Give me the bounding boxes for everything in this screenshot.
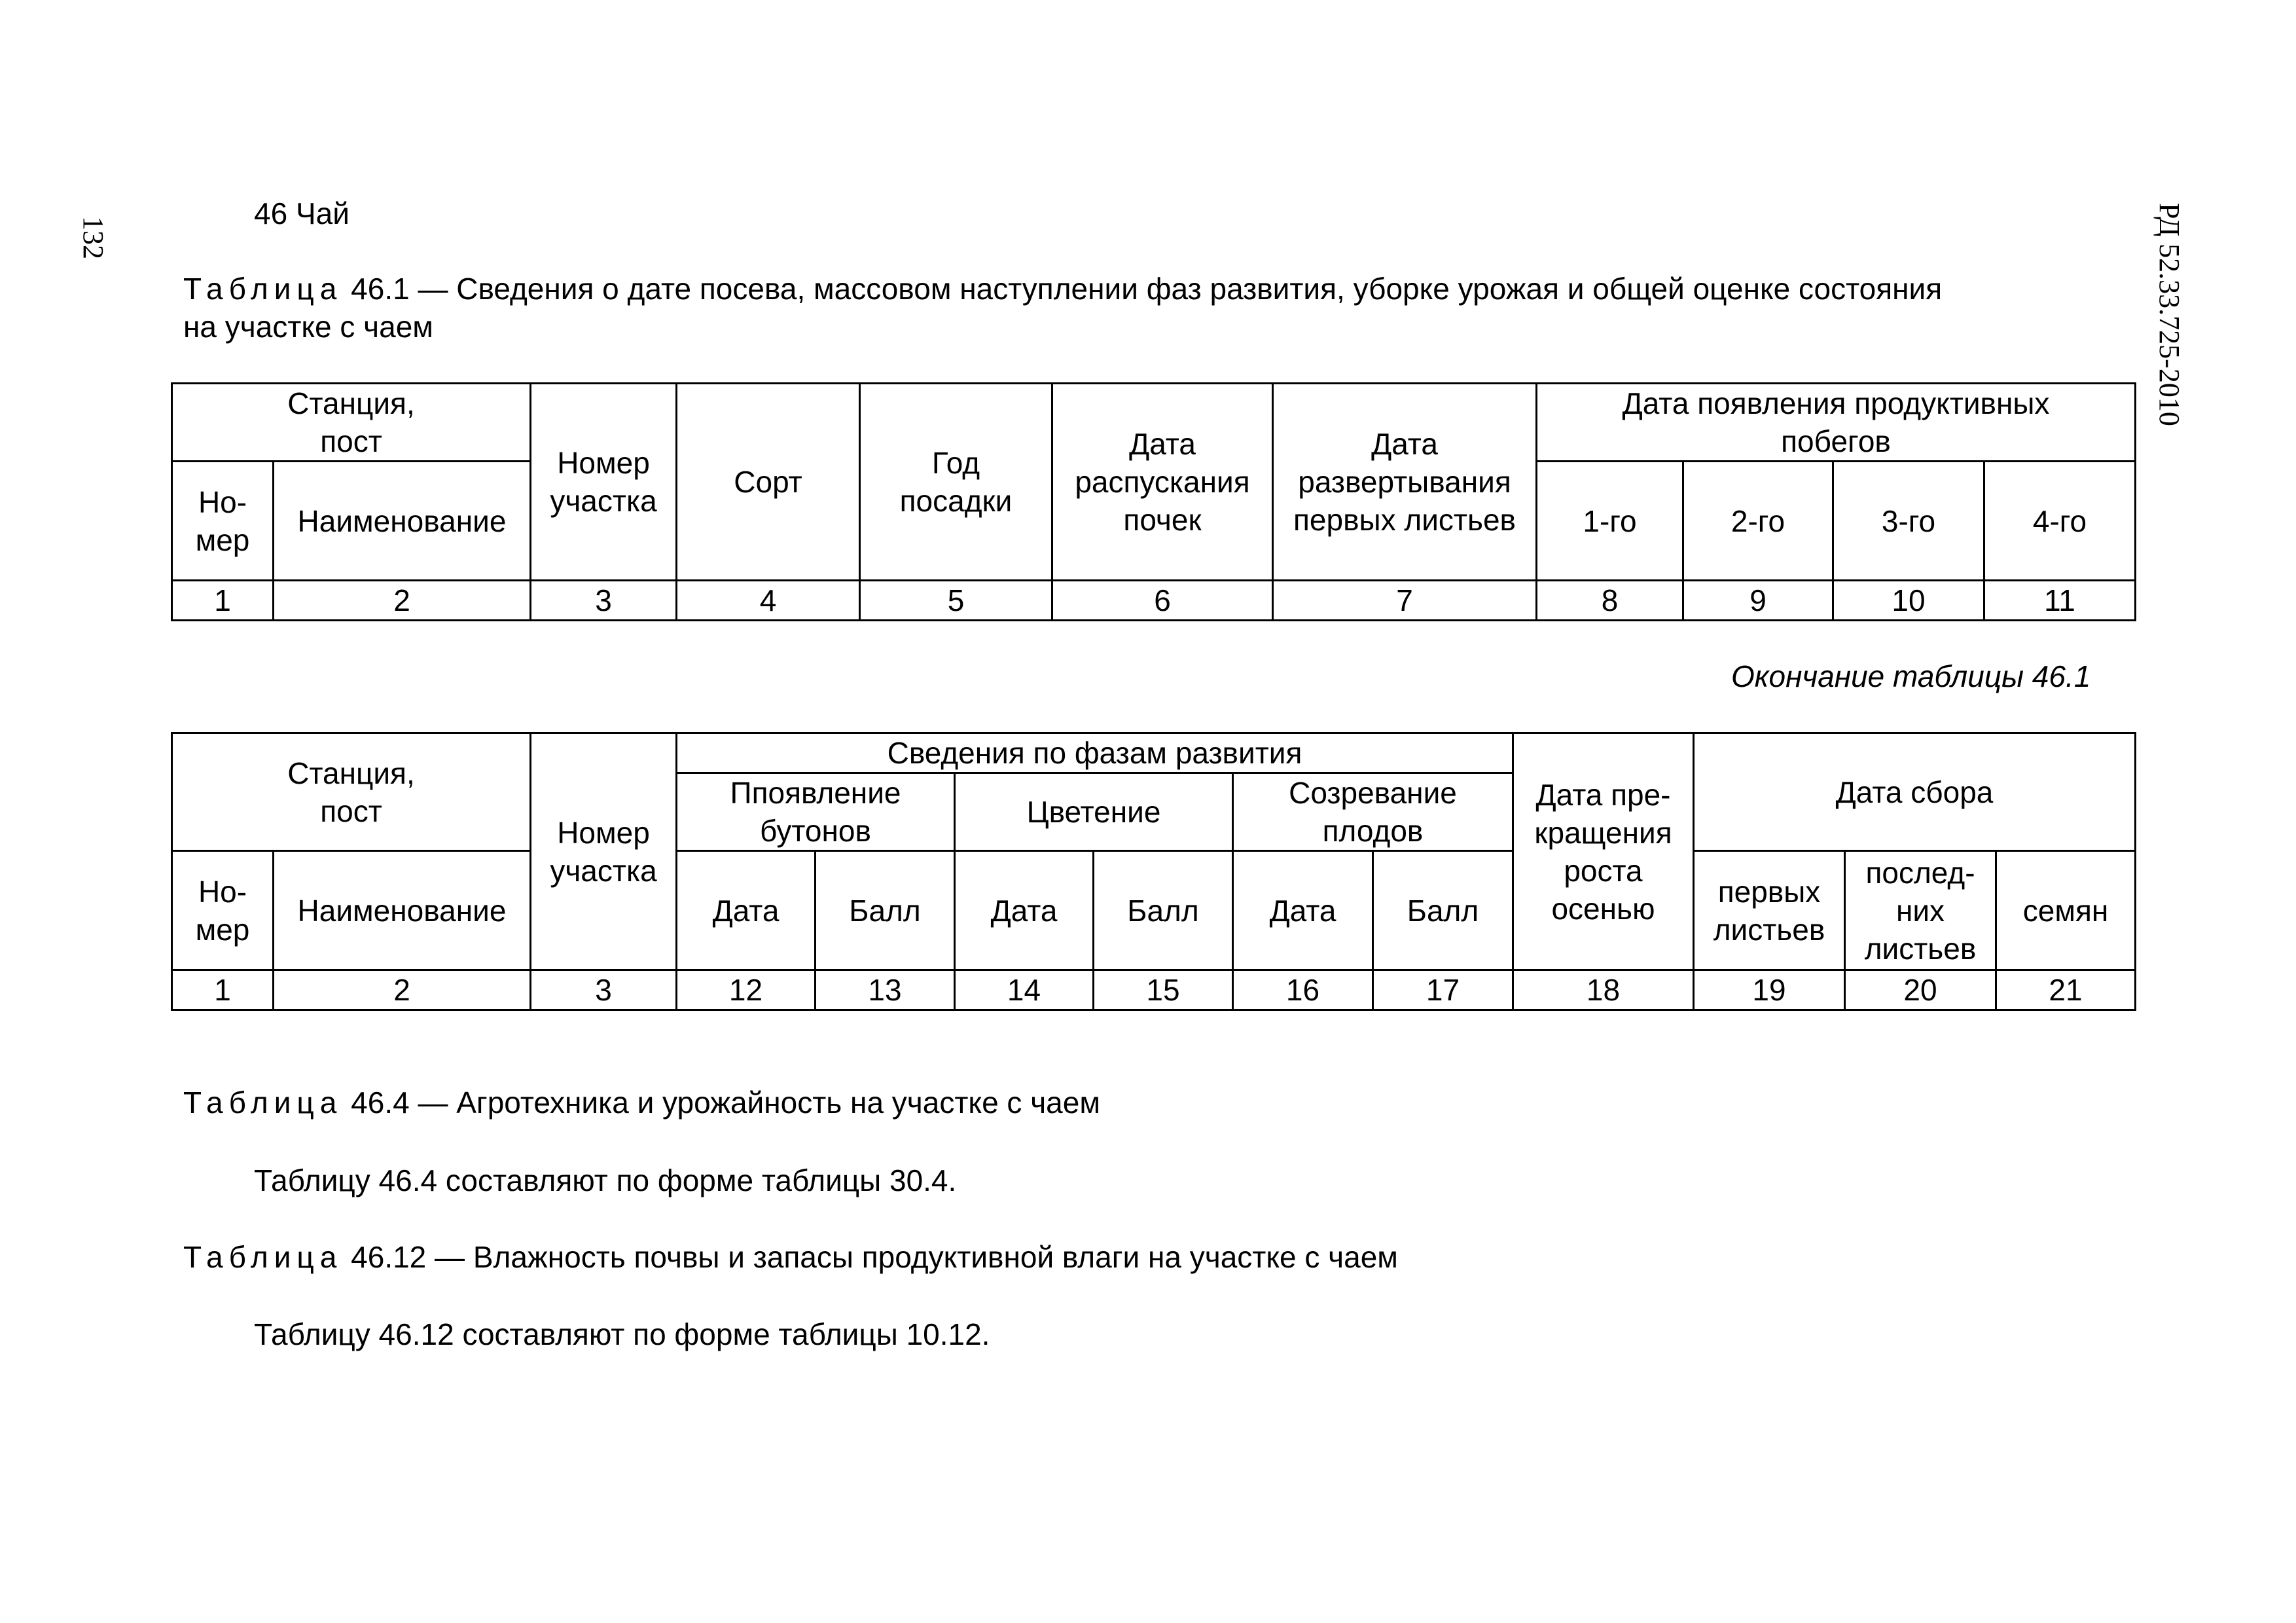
col-num: 1 xyxy=(172,970,274,1010)
col-num: 2 xyxy=(274,970,531,1010)
table-46-1-end xyxy=(171,732,2136,1011)
col-num: 11 xyxy=(1984,581,2136,621)
table12-caption-word: Таблица xyxy=(183,1240,343,1274)
table1-caption-text: 46.1 — Сведения о дате посева, массовом наступлении фаз развития, уборке урожая и общей оценке состояния xyxy=(351,272,1943,306)
col-num: 12 xyxy=(677,970,816,1010)
header-variety: Сорт xyxy=(677,384,860,581)
col-num: 17 xyxy=(1373,970,1513,1010)
header-ripening: Созревание плодов xyxy=(1233,773,1513,851)
header-score: Балл xyxy=(1373,851,1513,970)
col-num: 3 xyxy=(531,970,677,1010)
header-harvest: Дата сбора xyxy=(1694,733,2136,851)
col-num: 8 xyxy=(1537,581,1683,621)
col-num: 6 xyxy=(1052,581,1273,621)
header-score: Балл xyxy=(816,851,955,970)
col-num: 13 xyxy=(816,970,955,1010)
col-num: 18 xyxy=(1513,970,1694,1010)
header-phases: Сведения по фазам развития xyxy=(677,733,1513,773)
table1-caption-word: Таблица xyxy=(183,272,343,306)
header-shoot-3: 3-го xyxy=(1833,462,1984,581)
table12-caption-text: 46.12 — Влажность почвы и запасы продуктивной влаги на участке с чаем xyxy=(351,1240,1398,1274)
col-num: 10 xyxy=(1833,581,1984,621)
col-num: 15 xyxy=(1094,970,1233,1010)
col-num: 16 xyxy=(1233,970,1373,1010)
header-number: Но-мер xyxy=(172,462,274,581)
header-shoot-2: 2-го xyxy=(1683,462,1833,581)
header-shoot-1: 1-го xyxy=(1537,462,1683,581)
header-leaf-unfold: Дата развертывания первых листьев xyxy=(1273,384,1537,581)
section-heading: 46 Чай xyxy=(254,196,350,230)
header-station: Станция, пост xyxy=(172,384,531,462)
col-num: 2 xyxy=(274,581,531,621)
header-number: Но-мер xyxy=(172,851,274,970)
header-first-leaves: первых листьев xyxy=(1694,851,1845,970)
header-name: Наименование xyxy=(274,462,531,581)
header-date: Дата xyxy=(1233,851,1373,970)
header-growth-stop: Дата пре-кращения роста осенью xyxy=(1513,733,1694,970)
header-plot: Номер участка xyxy=(531,733,677,970)
header-flowering: Цветение xyxy=(955,773,1233,851)
col-num: 7 xyxy=(1273,581,1537,621)
header-bud-appearance: Ппоявление бутонов xyxy=(677,773,955,851)
table-46-1 xyxy=(171,382,2136,621)
col-num: 5 xyxy=(860,581,1052,621)
header-plot: Номер участка xyxy=(531,384,677,581)
header-date: Дата xyxy=(955,851,1094,970)
col-num: 19 xyxy=(1694,970,1845,1010)
table12-note: Таблицу 46.12 составляют по форме таблицы 10.12. xyxy=(254,1317,990,1351)
table4-caption-word: Таблица xyxy=(183,1085,343,1120)
table1-caption xyxy=(183,270,1942,307)
col-num: 20 xyxy=(1845,970,1996,1010)
col-num: 3 xyxy=(531,581,677,621)
table4-note: Таблицу 46.4 составляют по форме таблицы 30.4. xyxy=(254,1163,957,1197)
header-station: Станция, пост xyxy=(172,733,531,851)
column-number-row xyxy=(172,581,2136,621)
header-bud-burst: Дата распускания почек xyxy=(1052,384,1273,581)
table1-caption-line2: на участке с чаем xyxy=(183,310,433,344)
page-number: 132 xyxy=(77,216,109,259)
header-year: Год посадки xyxy=(860,384,1052,581)
header-name: Наименование xyxy=(274,851,531,970)
table12-caption xyxy=(183,1239,1398,1275)
col-num: 4 xyxy=(677,581,860,621)
document-id: РД 52.33.725-2010 xyxy=(2153,203,2185,426)
header-date: Дата xyxy=(677,851,816,970)
header-score: Балл xyxy=(1094,851,1233,970)
col-num: 1 xyxy=(172,581,274,621)
header-shoots: Дата появления продуктивных побегов xyxy=(1537,384,2136,462)
col-num: 9 xyxy=(1683,581,1833,621)
col-num: 14 xyxy=(955,970,1094,1010)
header-seeds: семян xyxy=(1996,851,2136,970)
header-last-leaves: послед-них листьев xyxy=(1845,851,1996,970)
table1-end-label: Окончание таблицы 46.1 xyxy=(1731,659,2091,693)
col-num: 21 xyxy=(1996,970,2136,1010)
table4-caption-text: 46.4 — Агротехника и урожайность на участке с чаем xyxy=(351,1085,1100,1120)
column-number-row xyxy=(172,970,2136,1010)
table4-caption xyxy=(183,1084,1100,1121)
header-shoot-4: 4-го xyxy=(1984,462,2136,581)
